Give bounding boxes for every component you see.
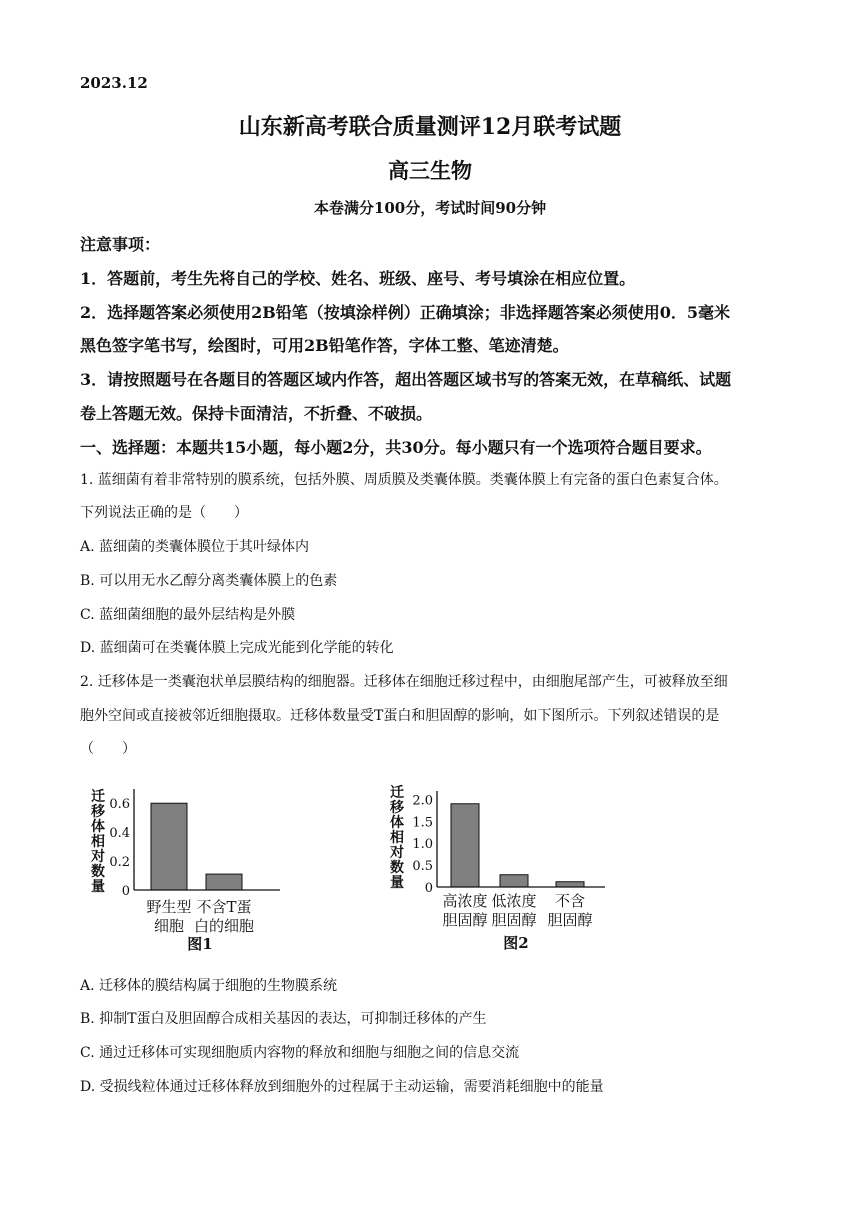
q1-option-b: B. 可以用无水乙醇分离类囊体膜上的色素 <box>80 573 338 589</box>
y-tick-label: 0.4 <box>109 826 130 842</box>
y-axis-label-char: 相 <box>91 834 105 850</box>
note-item-3-line-2: 卷上答题无效。保持卡面清洁，不折叠、不破损。 <box>80 404 433 423</box>
x-category-label: 高浓度 <box>442 892 488 910</box>
figure-1-title: 图1 <box>187 935 213 953</box>
note-item-2-line-1: 2．选择题答案必须使用2B铅笔（按填涂样例）正确填涂；非选择题答案必须使用0．5毫米 <box>80 303 731 322</box>
y-axis-label <box>389 784 405 891</box>
note-item-2-line-2: 黑色签字笔书写，绘图时，可用2B铅笔作答，字体工整、笔迹清楚。 <box>80 336 569 355</box>
y-tick-label: 0 <box>424 881 433 896</box>
bar <box>500 875 528 887</box>
q1-stem-line-1: 1. 蓝细菌有着非常特别的膜系统，包括外膜、周质膜及类囊体膜。类囊体膜上有完备的蛋白色素复合体。 <box>80 472 728 488</box>
q1-stem-line-2: 下列说法正确的是（ ） <box>80 505 248 521</box>
exam-date: 2023.12 <box>80 74 148 92</box>
x-category-label: 胆固醇 <box>491 911 537 929</box>
q2-option-d: D. 受损线粒体通过迁移体释放到细胞外的过程属于主动运输，需要消耗细胞中的能量 <box>80 1079 604 1095</box>
x-category-label: 细胞 <box>153 917 185 935</box>
q2-stem-line-1: 2. 迁移体是一类囊泡状单层膜结构的细胞器。迁移体在细胞迁移过程中，由细胞尾部产生，可被释放至细 <box>80 674 728 690</box>
y-tick-label: 1.0 <box>412 837 433 853</box>
exam-subject: 高三生物 <box>388 158 472 183</box>
figure-1-chart <box>80 775 310 960</box>
score-info: 本卷满分100分，考试时间90分钟 <box>313 199 547 217</box>
bar <box>206 874 242 890</box>
q2-option-b: B. 抑制T蛋白及胆固醇合成相关基因的表达，可抑制迁移体的产生 <box>80 1011 487 1027</box>
note-item-1: 1．答题前，考生先将自己的学校、姓名、班级、座号、考号填涂在相应位置。 <box>80 269 636 288</box>
figure-2-chart <box>385 775 625 960</box>
y-axis-label-char: 量 <box>91 879 105 895</box>
exam-title: 山东新高考联合质量测评12月联考试题 <box>238 114 622 140</box>
section-heading: 一、选择题：本题共15小题，每小题2分，共30分。每小题只有一个选项符合题目要求。 <box>80 438 712 457</box>
x-category-label: 不含T蛋 <box>196 898 252 916</box>
bar <box>451 804 479 887</box>
y-axis-label-char: 数 <box>91 864 105 880</box>
figure-2-title: 图2 <box>503 934 529 952</box>
y-tick-label: 0.6 <box>109 797 130 813</box>
x-category-label: 不含 <box>554 892 586 910</box>
q1-option-a: A. 蓝细菌的类囊体膜位于其叶绿体内 <box>80 539 310 555</box>
q1-option-d: D. 蓝细菌可在类囊体膜上完成光能到化学能的转化 <box>80 640 394 656</box>
y-axis-label-char: 移 <box>390 800 404 816</box>
y-tick-label: 0.2 <box>109 855 130 871</box>
x-category-label: 胆固醇 <box>547 911 593 929</box>
bar <box>151 803 187 890</box>
y-axis-label-char: 数 <box>390 860 404 876</box>
y-axis-label-char: 迁 <box>390 785 404 801</box>
q2-option-c: C. 通过迁移体可实现细胞质内容物的释放和细胞与细胞之间的信息交流 <box>80 1045 520 1061</box>
y-axis-label-char: 迁 <box>91 789 105 805</box>
y-axis-label-char: 量 <box>390 875 404 891</box>
notes-heading: 注意事项： <box>80 235 161 254</box>
y-axis-label <box>90 788 106 895</box>
y-tick-label: 1.5 <box>412 815 433 831</box>
note-item-3-line-1: 3．请按照题号在各题目的答题区域内作答，超出答题区域书写的答案无效，在草稿纸、试题 <box>80 370 732 389</box>
bar <box>556 882 584 887</box>
y-axis-label-char: 移 <box>91 804 105 820</box>
x-category-label: 白的细胞 <box>193 917 255 935</box>
q1-option-c: C. 蓝细菌细胞的最外层结构是外膜 <box>80 607 296 623</box>
x-category-label: 胆固醇 <box>442 911 488 929</box>
y-axis-label-char: 对 <box>390 845 404 861</box>
y-axis-label-char: 相 <box>390 830 404 846</box>
y-axis-label-char: 体 <box>390 815 404 831</box>
q2-stem-line-2: 胞外空间或直接被邻近细胞摄取。迁移体数量受T蛋白和胆固醇的影响，如下图所示。下列叙述错误的是 <box>80 708 720 724</box>
x-category-label: 野生型 <box>146 898 192 916</box>
y-axis-label-char: 对 <box>91 849 105 865</box>
y-axis-label-char: 体 <box>91 819 105 835</box>
y-tick-label: 2.0 <box>412 793 433 809</box>
q2-option-a: A. 迁移体的膜结构属于细胞的生物膜系统 <box>80 978 338 994</box>
x-category-label: 低浓度 <box>491 892 537 910</box>
q2-stem-line-3: （ ） <box>80 741 136 757</box>
y-tick-label: 0.5 <box>412 859 433 875</box>
y-tick-label: 0 <box>121 884 130 899</box>
